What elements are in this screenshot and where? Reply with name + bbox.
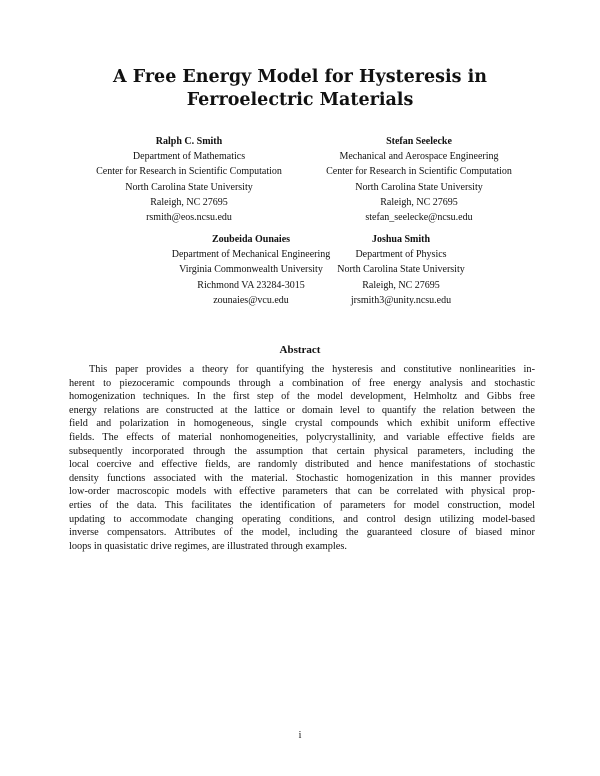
- abstract-line: subsequently incorporated through the assumption that certain physical parameters, including the: [69, 445, 535, 457]
- author-affiliation-line: Richmond VA 23284-3015: [197, 279, 305, 291]
- author-email: jrsmith3@unity.ncsu.edu: [350, 294, 452, 306]
- author-affiliation-line: Department of Mathematics: [132, 151, 246, 163]
- author-email: zounaies@vcu.edu: [213, 294, 289, 306]
- abstract-line: updating to accommodate changing operating conditions, and control design utilizing model-based: [69, 513, 535, 525]
- abstract-body: [69, 363, 535, 553]
- author-block-ralph-smith: [60, 134, 318, 225]
- abstract-line: inverse compensators. Attributes of the model, including the guaranteed closure of biased minor: [69, 527, 535, 539]
- title-line-2: Ferroelectric Materials: [186, 90, 414, 110]
- page-number: i: [298, 730, 302, 741]
- author-affiliation-line: Raleigh, NC 27695: [362, 279, 440, 291]
- abstract-line: local coercive and effective fields, are randomly distributed and hence manifestations of stochastic: [69, 459, 535, 471]
- author-block-stefan-seelecke: [290, 134, 548, 225]
- author-affiliation-line: North Carolina State University: [125, 181, 253, 193]
- abstract-line: field and polarization in homogeneous, single crystal compounds which exhibit uniform effective: [69, 418, 535, 430]
- title-line-1: A Free Energy Model for Hysteresis in: [113, 67, 487, 87]
- author-block-joshua-smith: [282, 232, 520, 308]
- abstract-line: loops in quasistatic drive regimes, are illustrated through examples.: [69, 540, 347, 552]
- author-name: Zoubeida Ounaies: [211, 234, 291, 245]
- author-affiliation-line: Virginia Commonwealth University: [179, 264, 323, 276]
- abstract-line: low-order macroscopic models with effective parameters that can be correlated with physical prop-: [69, 486, 535, 498]
- paper-title: [0, 66, 600, 112]
- author-email: rsmith@eos.ncsu.edu: [146, 212, 232, 224]
- author-name: Ralph C. Smith: [155, 136, 223, 147]
- author-affiliation-line: North Carolina State University: [355, 181, 483, 193]
- abstract-line: density functions associated with the material. Stochastic homogenization in this manner provides: [69, 472, 535, 484]
- abstract-line: homogenization techniques. In the first step of the model development, Helmholtz and Gibbs free: [69, 391, 535, 403]
- author-email: stefan_seelecke@ncsu.edu: [365, 212, 473, 224]
- author-affiliation-line: Mechanical and Aerospace Engineering: [339, 151, 499, 163]
- author-name: Stefan Seelecke: [386, 136, 452, 147]
- abstract-heading: Abstract: [279, 344, 321, 356]
- author-affiliation-line: Center for Research in Scientific Computation: [326, 166, 512, 178]
- author-affiliation-line: Raleigh, NC 27695: [380, 196, 458, 208]
- author-name: Joshua Smith: [371, 234, 431, 245]
- author-affiliation-line: North Carolina State University: [337, 264, 465, 276]
- abstract-line: energy relations are constructed at the lattice or domain level to quantify the relation between the: [69, 404, 535, 416]
- abstract-line: herent to piezoceramic compounds through a combination of free energy analysis and stochastic: [69, 377, 535, 389]
- abstract-line: fields. The effects of material nonhomogeneities, polycrystallinity, and variable effective fields are: [69, 431, 535, 443]
- author-affiliation-line: Center for Research in Scientific Computation: [96, 166, 282, 178]
- author-affiliation-line: Department of Physics: [355, 249, 447, 261]
- abstract-line: This paper provides a theory for quantifying the hysteresis and constitutive nonlinearities in-: [89, 364, 535, 375]
- author-affiliation-line: Raleigh, NC 27695: [150, 196, 228, 208]
- author-affiliation-line: Department of Mechanical Engineering: [171, 249, 331, 261]
- abstract-line: erties of the data. This facilitates the identification of parameters for model construction, model: [69, 499, 535, 511]
